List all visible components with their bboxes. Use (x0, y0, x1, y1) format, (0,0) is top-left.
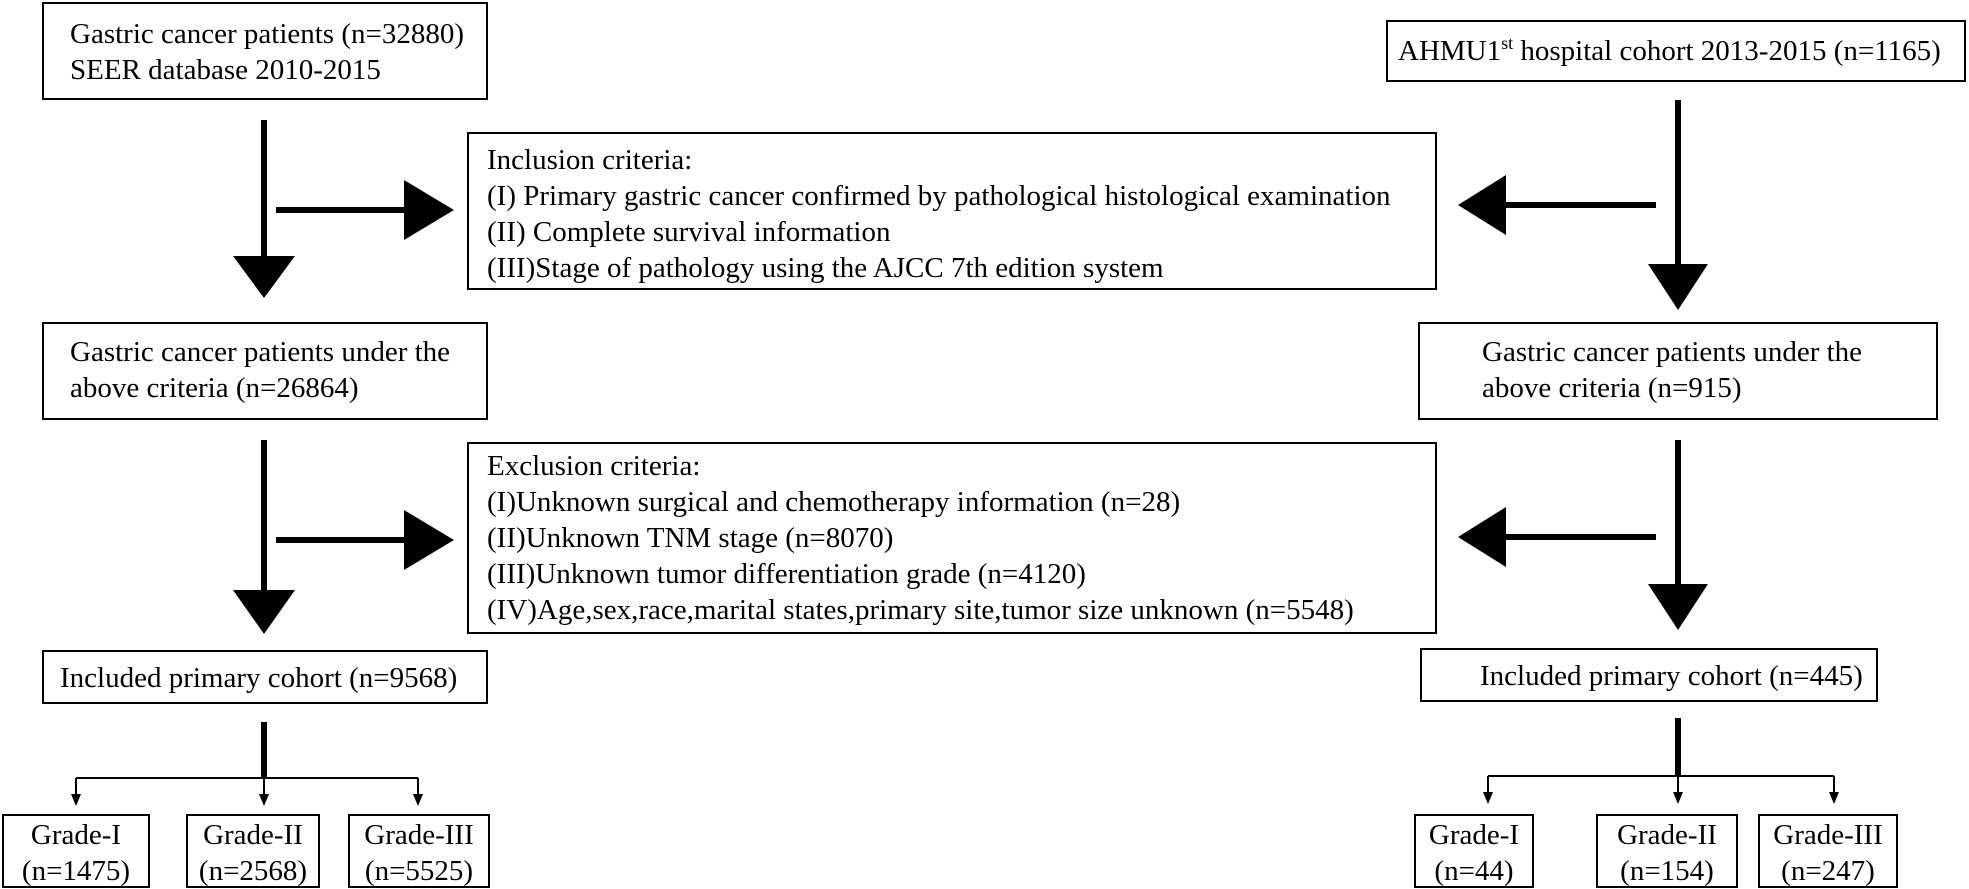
exclusion-criteria-item: (I)Unknown surgical and chemotherapy information (n=28) (487, 486, 1181, 518)
exclusion-criteria-item: (II)Unknown TNM stage (n=8070) (487, 522, 894, 554)
left-arrow-to-exclusion (276, 510, 454, 570)
right-after-inclusion-box (1418, 322, 1938, 420)
right-after-inclusion-line1: Gastric cancer patients under the (1482, 336, 1863, 368)
right-grade-1-label: Grade-I (1428, 819, 1520, 851)
left-grade-2-count: (n=2568) (198, 855, 308, 887)
left-grade-3-label: Grade-III (364, 819, 474, 851)
right-after-inclusion-line2: above criteria (n=915) (1482, 372, 1742, 404)
right-grade-1-count: (n=44) (1434, 855, 1514, 887)
exclusion-criteria-item: (IV)Age,sex,race,marital states,primary site,tumor size unknown (n=5548) (487, 594, 1354, 626)
inclusion-criteria-box (467, 132, 1437, 290)
left-after-inclusion-line2: above criteria (n=26864) (70, 372, 359, 404)
exclusion-criteria-item: (III)Unknown tumor differentiation grade (n=4120) (487, 558, 1086, 590)
left-arrow-to-inclusion (276, 180, 454, 240)
right-grade-2-label: Grade-II (1617, 819, 1717, 851)
left-grade-2-box (186, 814, 320, 888)
right-grade-3-label: Grade-III (1773, 819, 1883, 851)
right-grade-1-box (1414, 814, 1534, 888)
right-grade-2-count: (n=154) (1620, 855, 1714, 887)
left-grade-3-count: (n=5525) (364, 855, 474, 887)
exclusion-criteria-box (467, 442, 1437, 634)
left-source-line1: Gastric cancer patients (n=32880) (70, 18, 465, 50)
right-source-prefix: AHMU1 (1398, 35, 1502, 67)
left-included-cohort-box (42, 650, 488, 704)
right-source-superscript: st (1501, 33, 1514, 53)
left-after-inclusion-line1: Gastric cancer patients under the (70, 336, 451, 368)
left-grade-1-box (2, 814, 150, 888)
right-grade-split-connector (1483, 718, 1839, 804)
left-grade-1-count: (n=1475) (21, 855, 131, 887)
left-grade-split-connector (71, 722, 423, 806)
right-grade-2-box (1596, 814, 1738, 888)
exclusion-criteria-title: Exclusion criteria: (487, 450, 701, 482)
right-arrow-to-inclusion (1458, 175, 1656, 235)
left-grade-2-label: Grade-II (203, 819, 303, 851)
inclusion-criteria-item: (I) Primary gastric cancer confirmed by pathological histological examination (487, 180, 1391, 212)
inclusion-criteria-title: Inclusion criteria: (487, 144, 693, 176)
right-grade-3-box (1758, 814, 1898, 888)
inclusion-criteria-item: (III)Stage of pathology using the AJCC 7th edition system (487, 252, 1164, 284)
right-grade-3-count: (n=247) (1781, 855, 1875, 887)
left-after-inclusion-box (42, 322, 488, 420)
left-grade-3-box (348, 814, 490, 888)
right-source-box (1386, 20, 1966, 82)
right-source-label (1398, 33, 1964, 69)
left-included-cohort-label: Included primary cohort (n=9568) (60, 662, 458, 694)
right-arrow-criteria-to-exclusion (1648, 440, 1708, 630)
right-included-cohort-box (1420, 648, 1878, 702)
right-included-cohort-label: Included primary cohort (n=445) (1480, 660, 1863, 692)
left-grade-1-label: Grade-I (30, 819, 122, 851)
right-source-suffix: hospital cohort 2013-2015 (n=1165) (1513, 35, 1941, 67)
right-arrow-source-to-criteria (1648, 100, 1708, 310)
inclusion-criteria-item: (II) Complete survival information (487, 216, 891, 248)
left-source-line2: SEER database 2010-2015 (70, 54, 381, 86)
left-source-box (42, 2, 488, 100)
right-arrow-to-exclusion (1458, 507, 1656, 567)
